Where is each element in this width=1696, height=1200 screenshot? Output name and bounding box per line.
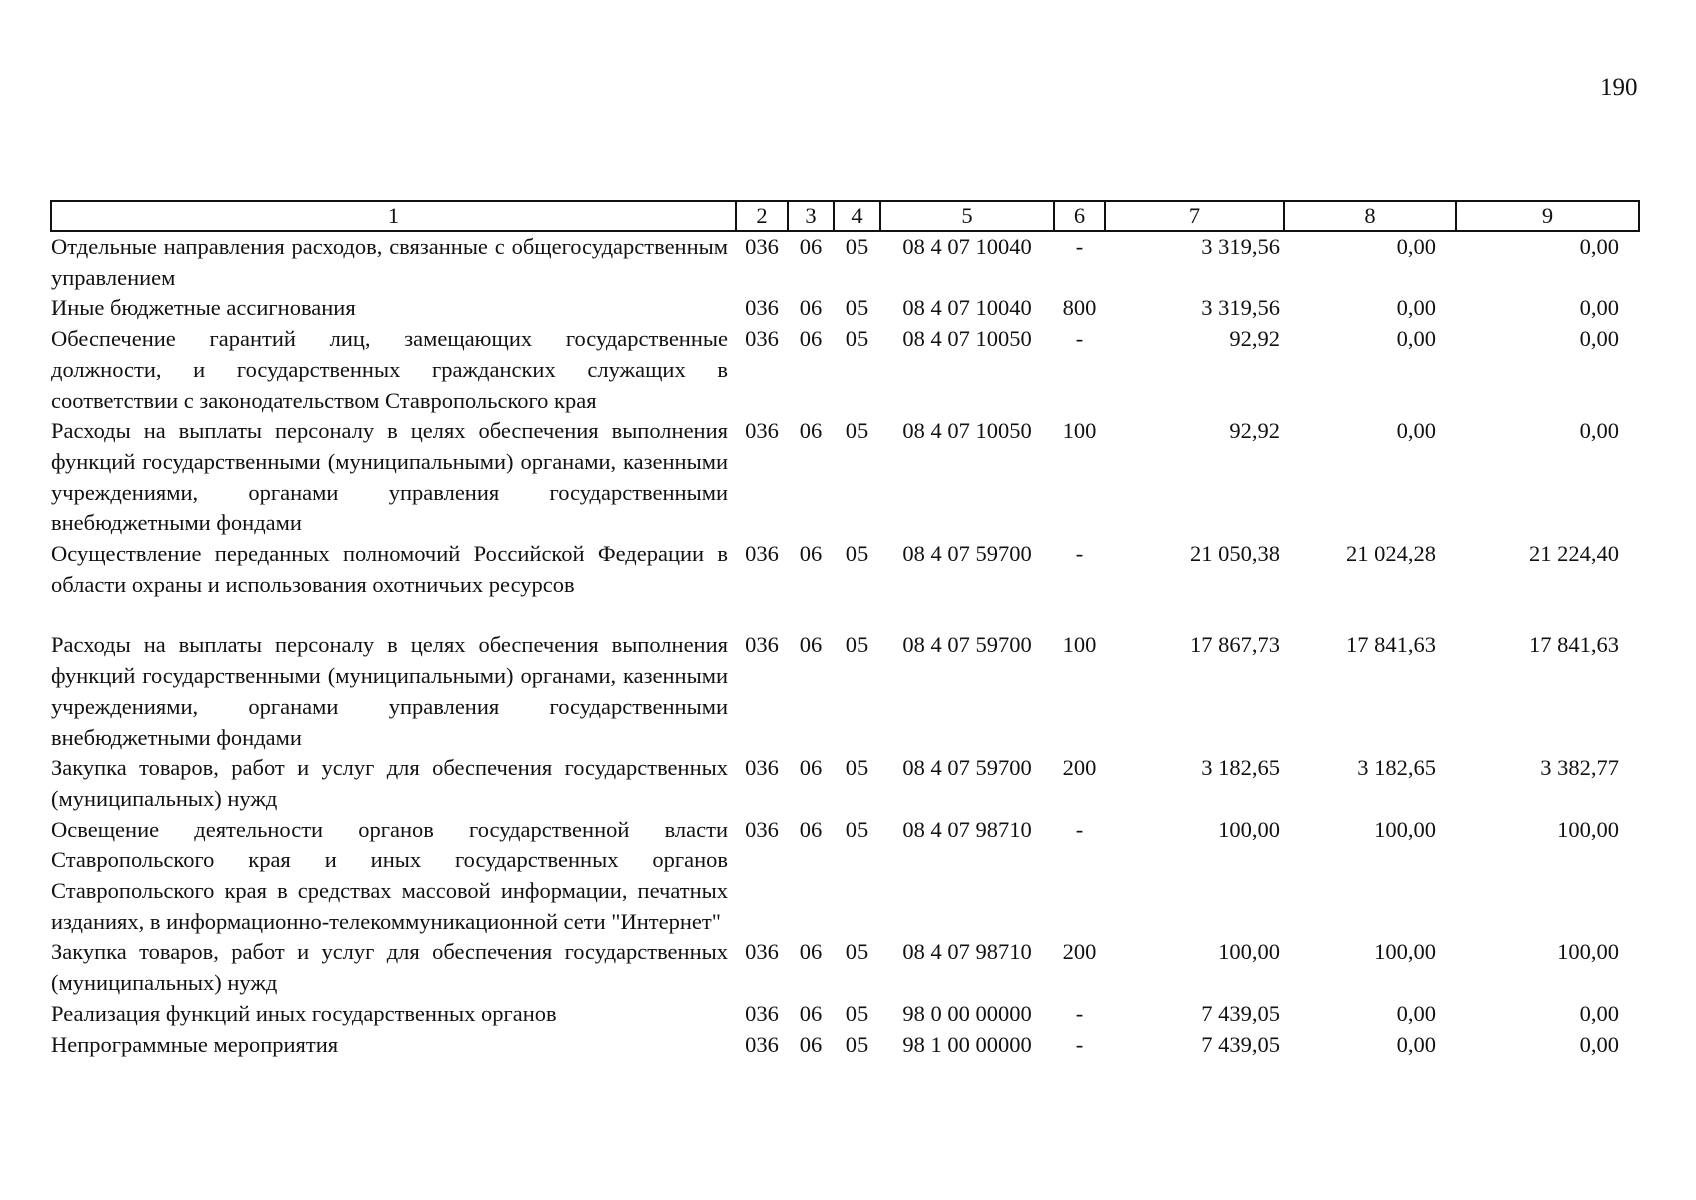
amount-col7-cell: 3 319,56 <box>1201 234 1280 259</box>
subsection-code-cell: 05 <box>845 755 869 781</box>
table-body <box>51 231 1639 1060</box>
row-name-cell: Расходы на выплаты персоналу в целях обеспечения выполнения функций государственными (муниципальными) органами, казенными учреждениями, органами управления государственными внебюджетными фондами <box>51 632 728 750</box>
target-article-cell: 08 4 07 10040 <box>902 295 1032 321</box>
target-article-cell: 08 4 07 10050 <box>902 326 1032 352</box>
admin-code-cell: 036 <box>745 939 779 965</box>
subsection-code-cell: 05 <box>845 326 869 352</box>
amount-col9-cell: 0,00 <box>1579 326 1619 352</box>
table-row <box>51 539 1639 600</box>
amount-col7-cell: 100,00 <box>1218 816 1280 842</box>
header-row <box>51 201 1639 231</box>
column-header: 9 <box>1456 201 1639 231</box>
amount-col8-cell: 21 024,28 <box>1346 541 1436 567</box>
amount-col8-cell: 0,00 <box>1396 326 1436 352</box>
row-spacer <box>51 600 1639 630</box>
target-article-cell: 08 4 07 59700 <box>902 541 1032 567</box>
amount-col7-cell: 3 182,65 <box>1201 755 1280 781</box>
amount-col8-cell: 0,00 <box>1396 295 1436 321</box>
section-code-cell: 06 <box>799 326 823 352</box>
row-name-cell: Реализация функций иных государственных органов <box>51 1000 557 1026</box>
amount-col9-cell: 0,00 <box>1579 234 1619 259</box>
column-header: 6 <box>1054 201 1105 231</box>
expense-type-cell: - <box>1075 541 1084 567</box>
section-code-cell: 06 <box>799 234 823 259</box>
amount-col7-cell: 7 439,05 <box>1201 1031 1280 1057</box>
section-code-cell: 06 <box>799 541 823 567</box>
subsection-code-cell: 05 <box>845 541 869 567</box>
table-row <box>51 324 1639 416</box>
amount-col8-cell: 3 182,65 <box>1357 755 1436 781</box>
column-header: 1 <box>51 201 736 231</box>
table-row <box>51 753 1639 814</box>
amount-col9-cell: 0,00 <box>1579 418 1619 444</box>
target-article-cell: 98 1 00 00000 <box>902 1031 1032 1057</box>
admin-code-cell: 036 <box>745 816 779 842</box>
expense-type-cell: - <box>1075 1031 1084 1057</box>
amount-col7-cell: 92,92 <box>1229 326 1280 352</box>
amount-col9-cell: 17 841,63 <box>1529 632 1619 658</box>
row-name-cell: Закупка товаров, работ и услуг для обеспечения государственных (муниципальных) нужд <box>51 755 728 811</box>
section-code-cell: 06 <box>799 632 823 658</box>
target-article-cell: 98 0 00 00000 <box>902 1000 1032 1026</box>
table-row <box>51 416 1639 539</box>
subsection-code-cell: 05 <box>845 1031 869 1057</box>
table-row <box>51 293 1639 324</box>
expense-type-cell: 100 <box>1062 632 1097 658</box>
admin-code-cell: 036 <box>745 326 779 352</box>
row-name-cell: Освещение деятельности органов государственной власти Ставропольского края и иных государственных органов Ставропольского края в средствах массовой информации, печатных изданиях, в информационно-телекоммуникационной сети "Интернет" <box>51 816 728 934</box>
amount-col7-cell: 21 050,38 <box>1190 541 1280 567</box>
amount-col8-cell: 0,00 <box>1396 1000 1436 1026</box>
subsection-code-cell: 05 <box>845 418 869 444</box>
column-header: 2 <box>736 201 788 231</box>
column-header: 7 <box>1105 201 1284 231</box>
admin-code-cell: 036 <box>745 295 779 321</box>
expense-type-cell: - <box>1075 1000 1084 1026</box>
row-name-cell: Осуществление переданных полномочий Российской Федерации в области охраны и использования охотничьих ресурсов <box>51 541 728 597</box>
subsection-code-cell: 05 <box>845 816 869 842</box>
table-row <box>51 937 1639 998</box>
expense-type-cell: 800 <box>1062 295 1097 321</box>
target-article-cell: 08 4 07 59700 <box>902 755 1032 781</box>
table-row <box>51 999 1639 1030</box>
expense-type-cell: - <box>1075 326 1084 352</box>
row-name-cell: Иные бюджетные ассигнования <box>51 295 356 321</box>
spacer-cell <box>51 600 1639 630</box>
admin-code-cell: 036 <box>745 632 779 658</box>
admin-code-cell: 036 <box>745 1000 779 1026</box>
section-code-cell: 06 <box>799 418 823 444</box>
subsection-code-cell: 05 <box>845 295 869 321</box>
target-article-cell: 08 4 07 98710 <box>902 816 1032 842</box>
amount-col8-cell: 0,00 <box>1396 1031 1436 1057</box>
expense-type-cell: - <box>1075 816 1084 842</box>
column-header: 5 <box>880 201 1054 231</box>
row-name-cell: Расходы на выплаты персоналу в целях обеспечения выполнения функций государственными (муниципальными) органами, казенными учреждениями, органами управления государственными внебюджетными фондами <box>51 418 728 536</box>
target-article-cell: 08 4 07 10040 <box>902 234 1032 259</box>
amount-col9-cell: 21 224,40 <box>1529 541 1619 567</box>
amount-col8-cell: 0,00 <box>1396 418 1436 444</box>
target-article-cell: 08 4 07 10050 <box>902 418 1032 444</box>
expense-type-cell: 200 <box>1062 939 1097 965</box>
amount-col8-cell: 17 841,63 <box>1346 632 1436 658</box>
table-row <box>51 231 1639 293</box>
target-article-cell: 08 4 07 59700 <box>902 632 1032 658</box>
target-article-cell: 08 4 07 98710 <box>902 939 1032 965</box>
expense-type-cell: 100 <box>1062 418 1097 444</box>
column-header: 3 <box>788 201 834 231</box>
section-code-cell: 06 <box>799 816 823 842</box>
amount-col8-cell: 100,00 <box>1374 816 1436 842</box>
amount-col9-cell: 100,00 <box>1557 939 1619 965</box>
subsection-code-cell: 05 <box>845 632 869 658</box>
section-code-cell: 06 <box>799 939 823 965</box>
expense-type-cell: - <box>1075 234 1084 259</box>
amount-col9-cell: 3 382,77 <box>1540 755 1619 781</box>
budget-table <box>50 200 1640 1060</box>
row-name-cell: Отдельные направления расходов, связанные с общегосударственным управлением <box>51 234 728 290</box>
amount-col8-cell: 0,00 <box>1396 234 1436 259</box>
subsection-code-cell: 05 <box>845 939 869 965</box>
amount-col8-cell: 100,00 <box>1374 939 1436 965</box>
amount-col9-cell: 0,00 <box>1579 295 1619 321</box>
amount-col9-cell: 100,00 <box>1557 816 1619 842</box>
column-header: 8 <box>1284 201 1456 231</box>
table-row <box>51 1030 1639 1061</box>
column-header: 4 <box>834 201 880 231</box>
amount-col7-cell: 7 439,05 <box>1201 1000 1280 1026</box>
table-row <box>51 630 1639 753</box>
admin-code-cell: 036 <box>745 418 779 444</box>
amount-col9-cell: 0,00 <box>1579 1031 1619 1057</box>
subsection-code-cell: 05 <box>845 1000 869 1026</box>
admin-code-cell: 036 <box>745 541 779 567</box>
amount-col7-cell: 3 319,56 <box>1201 295 1280 321</box>
section-code-cell: 06 <box>799 295 823 321</box>
amount-col7-cell: 92,92 <box>1229 418 1280 444</box>
section-code-cell: 06 <box>799 1000 823 1026</box>
row-name-cell: Обеспечение гарантий лиц, замещающих государственные должности, и государственных гражданских служащих в соответствии с законодательством Ставропольского края <box>51 326 728 413</box>
section-code-cell: 06 <box>799 1031 823 1057</box>
expense-type-cell: 200 <box>1062 755 1097 781</box>
section-code-cell: 06 <box>799 755 823 781</box>
admin-code-cell: 036 <box>745 1031 779 1057</box>
page-number: 190 <box>1600 74 1638 101</box>
admin-code-cell: 036 <box>745 755 779 781</box>
amount-col7-cell: 17 867,73 <box>1190 632 1280 658</box>
table-row <box>51 815 1639 938</box>
subsection-code-cell: 05 <box>845 234 869 259</box>
amount-col7-cell: 100,00 <box>1218 939 1280 965</box>
amount-col9-cell: 0,00 <box>1579 1000 1619 1026</box>
row-name-cell: Непрограммные мероприятия <box>51 1031 339 1057</box>
admin-code-cell: 036 <box>745 234 779 259</box>
row-name-cell: Закупка товаров, работ и услуг для обеспечения государственных (муниципальных) нужд <box>51 939 728 996</box>
